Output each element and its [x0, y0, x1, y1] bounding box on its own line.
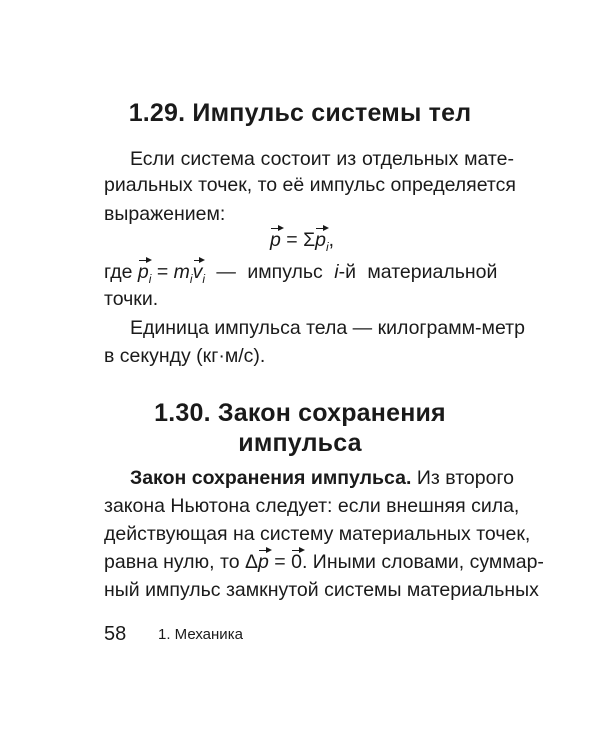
subscript-i: i	[202, 272, 205, 286]
formula-comma: ,	[328, 229, 335, 251]
line-part: равна нулю, то Δ	[104, 551, 259, 573]
section-title-line: импульса	[238, 429, 362, 457]
law-name: Закон сохранения импульса.	[130, 467, 412, 489]
mass-m: m	[173, 261, 190, 283]
momentum-formula	[270, 227, 334, 255]
where-prefix: где	[104, 261, 138, 283]
line-part: . Иными словами, суммар-	[301, 551, 544, 573]
section-title-line: 1.30. Закон сохранения	[154, 399, 446, 427]
subscript-i: i	[189, 272, 193, 286]
section-title-1-29: 1.29. Импульс системы тел	[128, 99, 472, 127]
line-rest: Из второго	[411, 467, 514, 489]
equals-sign: =	[151, 261, 174, 283]
page-number: 58	[104, 623, 127, 645]
subscript-i: i	[148, 272, 152, 286]
where-suffix: -й материальной	[338, 261, 498, 283]
vector-p: p	[258, 551, 269, 573]
paragraph-line: закона Ньютона следует: если внешняя сила,	[104, 495, 520, 517]
paragraph-line: в секунду (кг·м/с).	[104, 345, 266, 367]
paragraph-line: действующая на систему материальных точек,	[104, 523, 531, 545]
chapter-title: 1. Механика	[158, 626, 243, 643]
section-title-1-30	[0, 398, 600, 458]
paragraph-line: Если система состоит из отдельных мате-	[130, 148, 514, 170]
formula-equals-sum: = Σ	[280, 229, 316, 251]
subscript-i: i	[326, 240, 329, 254]
vector-p-i: p	[315, 229, 326, 251]
vector-zero: 0	[291, 551, 302, 573]
vector-p: p	[270, 229, 281, 251]
paragraph-line: Единица импульса тела — килограмм-метр	[130, 317, 525, 339]
equals-sign: =	[268, 551, 292, 573]
paragraph-line: точки.	[104, 288, 159, 310]
paragraph-line	[104, 465, 514, 491]
dash-text: — импульс	[205, 261, 335, 283]
paragraph-line: ный импульс замкнутой системы материальных	[104, 579, 539, 601]
paragraph-line	[104, 549, 544, 575]
where-line	[104, 259, 514, 287]
paragraph-line: риальных точек, то её импульс определяется	[104, 174, 516, 196]
index-i: i	[334, 261, 339, 283]
vector-v-i: v	[192, 261, 203, 283]
vector-p-i: p	[137, 261, 149, 283]
paragraph-line: выражением:	[104, 203, 226, 225]
